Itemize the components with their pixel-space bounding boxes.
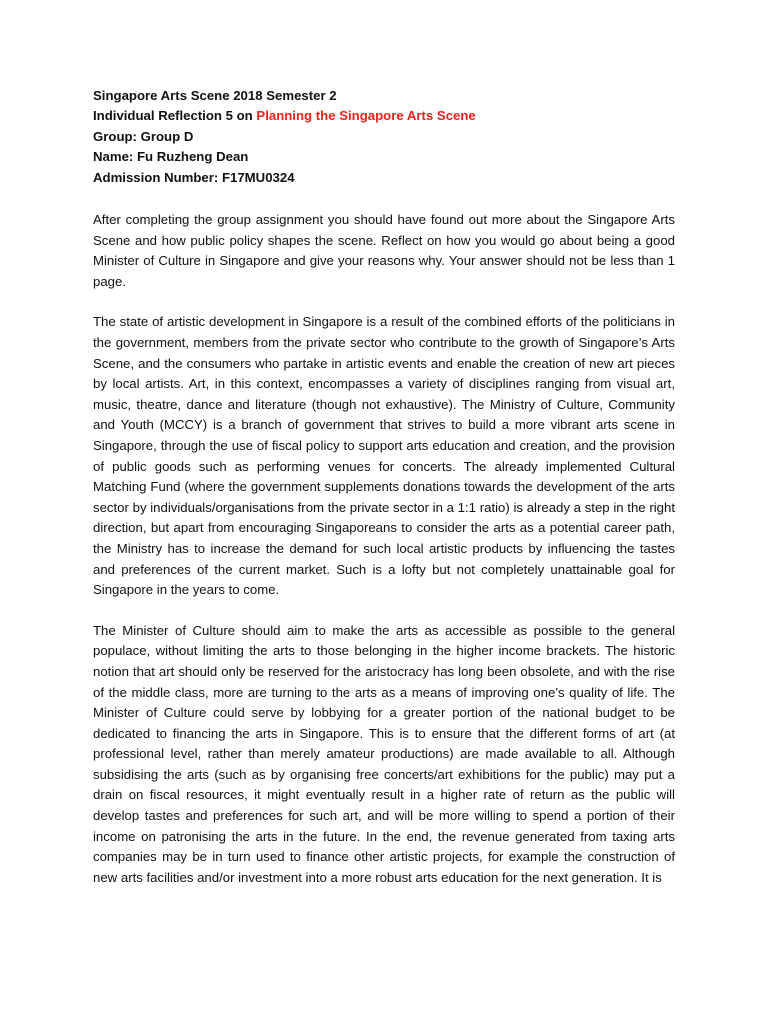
document-header [93, 86, 675, 188]
prompt-paragraph: After completing the group assignment you should have found out more about the Singapore Arts Scene and how public policy shapes the scene. Reflect on how you would go about being a good Minister of Culture in Singapore and give your reasons why. Your answer should not be less than 1 page. [93, 212, 675, 289]
admission-line: Admission Number: F17MU0324 [93, 169, 295, 185]
name-line: Name: Fu Ruzheng Dean [93, 149, 249, 165]
course-title: Singapore Arts Scene 2018 Semester 2 [93, 88, 337, 103]
group-line: Group: Group D [93, 128, 194, 144]
reflection-topic: Planning the Singapore Arts Scene [256, 108, 476, 124]
reflection-title [93, 106, 675, 126]
document-page [93, 86, 675, 888]
reflection-prefix: Individual Reflection 5 on [93, 108, 257, 124]
body-paragraph-2: The Minister of Culture should aim to make the arts as accessible as possible to the general populace, without limiting the arts to those belonging in the higher income brackets. The historic notion that art should only be reserved for the aristocracy has long been obsolete, and with the rise of the middle class, more are turning to the arts as a means of improving one’s quality of life. The Minister of Culture could serve by lobbying for a greater portion of the national budget to be dedicated to financing the arts in Singapore. This is to ensure that the different forms of art (at professional level, rather than merely amateur productions) are made available to all. Although subsidising the arts (such as by organising free concerts/art exhibitions for the public) may put a drain on fiscal resources, it might eventually result in a higher rate of return as the public will develop tastes and preferences for such art, and will be more willing to spend a portion of their income on patronising the arts in the future. In the end, the revenue generated from taxing arts companies may be in turn used to finance other artistic projects, for example the construction of new arts facilities and/or investment into a more robust arts education for the next generation. It is [93, 622, 675, 885]
body-paragraph-1: The state of artistic development in Singapore is a result of the combined efforts of the politicians in the government, members from the private sector who contribute to the growth of Singapore’s Arts Scene, and the consumers who partake in artistic events and enable the creation of new art pieces by local artists. Art, in this context, encompasses a variety of disciplines ranging from visual art, music, theatre, dance and literature (though not exhaustive). The Ministry of Culture, Community and Youth (MCCY) is a branch of government that strives to build a more vibrant arts scene in Singapore, through the use of fiscal policy to support arts education and creation, and the provision of public goods such as performing venues for concerts. The already implemented Cultural Matching Fund (where the government supplements donations towards the development of the arts sector by individuals/organisations from the private sector in a 1:1 ratio) is already a step in the right direction, but apart from encouraging Singaporeans to consider the arts as a potential career path, the Ministry has to increase the demand for such local artistic products by influencing the tastes and preferences of the current market. Such is a lofty but not completely unattainable goal for Singapore in the years to come. [93, 314, 675, 598]
